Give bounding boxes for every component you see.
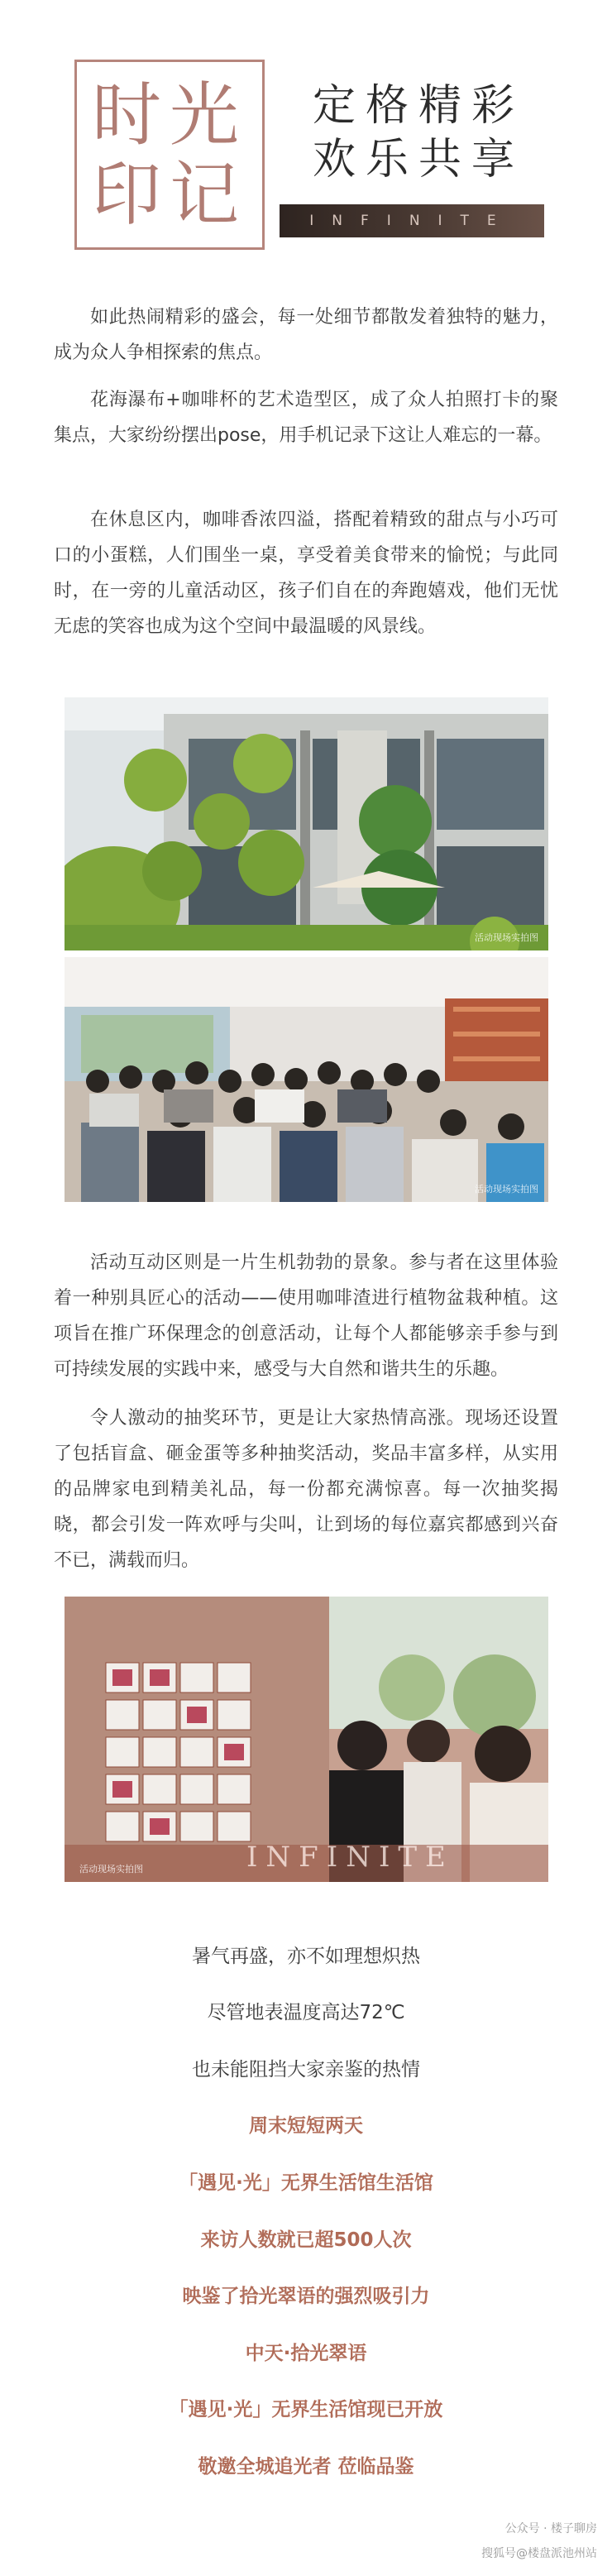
paragraph-1: 如此热闹精彩的盛会，每一处细节都散发着独特的魅力，成为众人争相探索的焦点。	[54, 307, 558, 363]
slogan-line-2: 欢乐共享	[313, 135, 525, 184]
closing-line-4: 周末短短两天	[249, 2115, 363, 2137]
title-line-1: 时光	[91, 74, 247, 156]
paragraph-4: 活动互动区则是一片生机勃勃的景象。参与者在这里体验着一种别具匠心的活动——使用咖啡渣进行植物盆栽种植。这项旨在推广环保理念的创意活动，让每个人都能够亲手参与到可持续发展的实践中来，感受与大自然和谐共生的乐趣。	[54, 1252, 558, 1380]
closing-line-7: 映鉴了拾光翠语的强烈吸引力	[182, 2286, 430, 2307]
slogan-line-1: 定格精彩	[313, 81, 525, 131]
title-line-2: 印记	[91, 154, 247, 235]
paragraph-3: 在休息区内，咖啡香浓四溢，搭配着精致的甜点与小巧可口的小蛋糕，人们围坐一桌，享受着美食带来的愉悦；与此同时，在一旁的儿童活动区，孩子们自在的奔跑嬉戏，他们无忧无虑的笑容也成为这个空间中最温暖的风景线。	[54, 510, 558, 637]
watermark-wechat: 公众号 · 楼子聊房	[504, 2522, 597, 2535]
closing-line-3: 也未能阻挡大家亲鉴的热情	[192, 2059, 420, 2080]
closing-line-9: 「遇见·光」无界生活馆现已开放	[169, 2399, 443, 2420]
closing-line-2: 尽管地表温度高达72℃	[207, 2002, 405, 2023]
paragraph-2: 花海瀑布+咖啡杯的艺术造型区，成了众人拍照打卡的聚集点，大家纷纷摆出pose，用手机记录下这让人难忘的一幕。	[54, 390, 558, 446]
closing-line-10: 敬邀全城追光者 莅临品鉴	[198, 2456, 414, 2478]
paragraph-5: 令人激动的抽奖环节，更是让大家热情高涨。现场还设置了包括盲盒、砸金蛋等多种抽奖活动，奖品丰富多样，从实用的品牌家电到精美礼品，每一份都充满惊喜。每一次抽奖揭晓，都会引发一阵欢呼与尖叫，让到场的每位嘉宾都感到兴奋不已，满载而归。	[54, 1408, 558, 1571]
photo-3-brand: INFINITE	[246, 1841, 454, 1874]
brand-bar: INFINITE	[280, 204, 544, 237]
garden-photo	[65, 697, 548, 950]
photo-1-caption: 活动现场实拍图	[475, 932, 538, 943]
photo-2-caption: 活动现场实拍图	[475, 1184, 538, 1195]
photo-3-caption: 活动现场实拍图	[79, 1864, 143, 1875]
lottery-photo	[65, 1597, 548, 1882]
closing-line-8: 中天·拾光翠语	[245, 2343, 367, 2364]
crowd-photo	[65, 957, 548, 1202]
closing-line-1: 暑气再盛，亦不如理想炽热	[192, 1946, 420, 1967]
closing-line-5: 「遇见·光」无界生活馆生活馆	[179, 2172, 433, 2194]
title-box	[74, 60, 265, 250]
closing-line-6: 来访人数就已超500人次	[200, 2229, 412, 2251]
watermark-sohu: 搜狐号@楼盘派池州站	[481, 2547, 597, 2560]
